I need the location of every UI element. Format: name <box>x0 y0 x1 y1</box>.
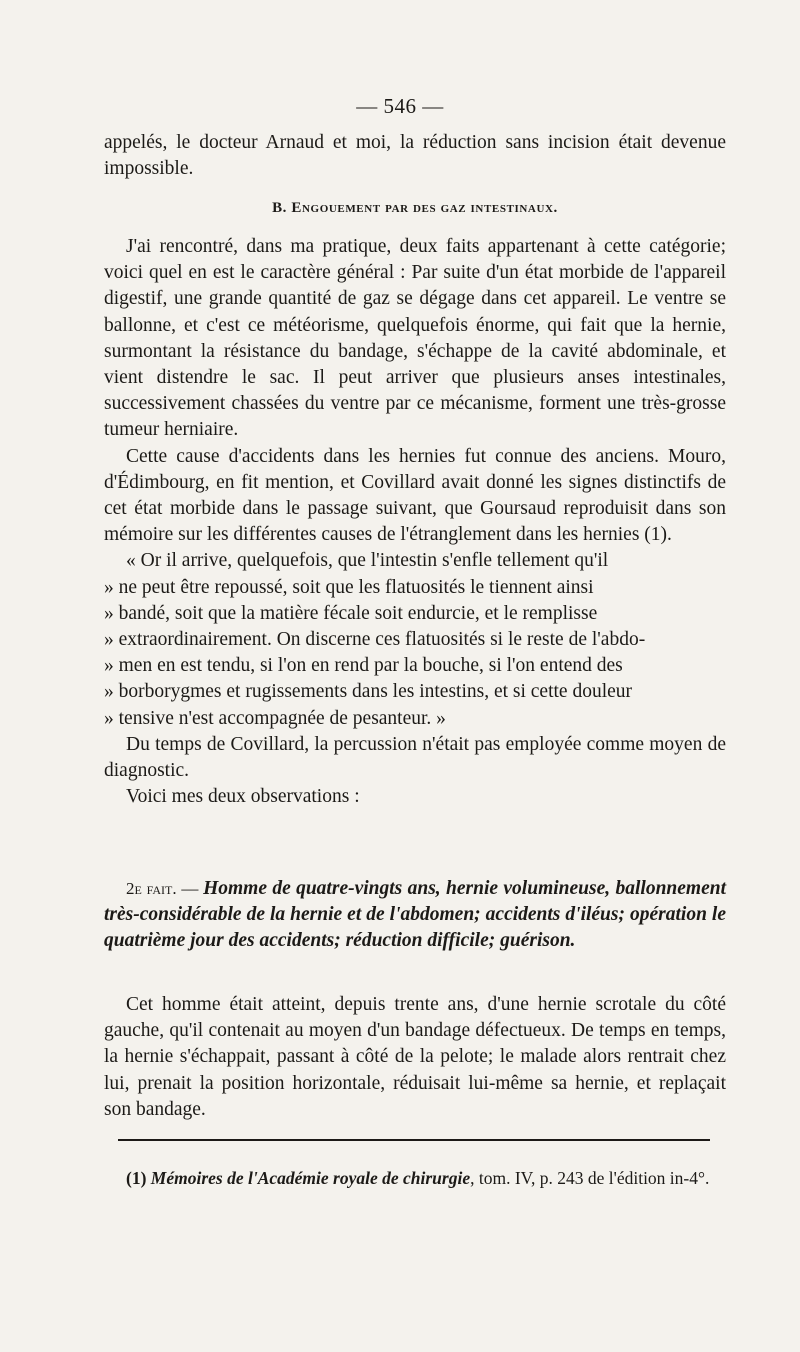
quote-line: « Or il arrive, quelquefois, que l'intestin s'enfle tellement qu'il <box>126 550 609 572</box>
quote-line: » men en est tendu, si l'on en rend par la bouche, si l'on entend des <box>104 655 623 677</box>
footnote-title: Mémoires de l'Académie royale de chirurgie <box>150 1168 471 1188</box>
case-summary: Homme de quatre-vingts ans, hernie volumineuse, ballonnement très-considérable de la hernie et de l'abdomen; accidents d'iléus; opération le quatrième jour des accidents; réduction difficile; guérison. <box>104 878 726 952</box>
section-heading: B. Engouement par des gaz intestinaux. <box>272 200 558 216</box>
footnote-divider <box>118 1139 710 1141</box>
case-heading <box>104 876 726 955</box>
quote-line: » bandé, soit que la matière fécale soit endurcie, et le remplisse <box>104 602 598 624</box>
case-text-block <box>104 992 726 1123</box>
paragraph-gas-description: J'ai rencontré, dans ma pratique, deux faits appartenant à cette catégorie; voici quel en est le caractère général : Par suite d'un état morbide de l'appareil digestif, une grande quantité de gaz se dégage dans cet appareil. Le ventre se ballonne, et c'est ce météorisme, quelquefois énorme, qui fait que la hernie, surmontant la résistance du bandage, s'échappe de la cavité abdominale, et vient distendre le sac. Il peut arriver que plusieurs anses intestinales, successivement chassées du ventre par ce mécanisme, forment une très-grosse tumeur herniaire. <box>104 236 726 441</box>
case-label: 2e fait. — <box>126 879 204 898</box>
footnote-reference: , tom. IV, p. 243 de l'édition in-4°. <box>470 1168 710 1188</box>
continuation-paragraph: appelés, le docteur Arnaud et moi, la réduction sans incision était devenue impossible. <box>104 132 726 180</box>
covillard-quote <box>104 548 726 731</box>
continuation-text-block <box>104 130 726 182</box>
paragraph-observations-intro: Voici mes deux observations : <box>126 786 360 808</box>
paragraph-percussion: Du temps de Covillard, la percussion n'était pas employée comme moyen de diagnostic. <box>104 733 726 782</box>
case-heading-block <box>104 876 726 955</box>
quote-line: » tensive n'est accompagnée de pesanteur. » <box>104 707 446 729</box>
footnote <box>104 1166 726 1190</box>
footnote-marker: (1) <box>126 1168 151 1188</box>
case-paragraph: Cet homme était atteint, depuis trente ans, d'une hernie scrotale du côté gauche, qu'il contenait au moyen d'un bandage défectueux. De temps en temps, la hernie s'échappait, passant à côté de la pelote; le malade alors rentrait chez lui, prenait la position horizontale, réduisait lui-même sa hernie, et replaçait son bandage. <box>104 994 726 1120</box>
main-text-block <box>104 234 726 810</box>
paragraph-history: Cette cause d'accidents dans les hernies fut connue des anciens. Mouro, d'Édimbourg, en fit mention, et Covillard avait donné les signes distinctifs de cet état morbide dans le passage suivant, que Goursaud reproduisit dans son mémoire sur les différentes causes de l'étranglement dans les hernies (1). <box>104 445 726 546</box>
quote-line: » borborygmes et rugissements dans les intestins, et si cette douleur <box>104 681 633 703</box>
page-number: — 546 — <box>356 94 444 118</box>
quote-line: » ne peut être repoussé, soit que les flatuosités le tiennent ainsi <box>104 576 594 598</box>
quote-line: » extraordinairement. On discerne ces flatuosités si le reste de l'abdo- <box>104 629 646 651</box>
